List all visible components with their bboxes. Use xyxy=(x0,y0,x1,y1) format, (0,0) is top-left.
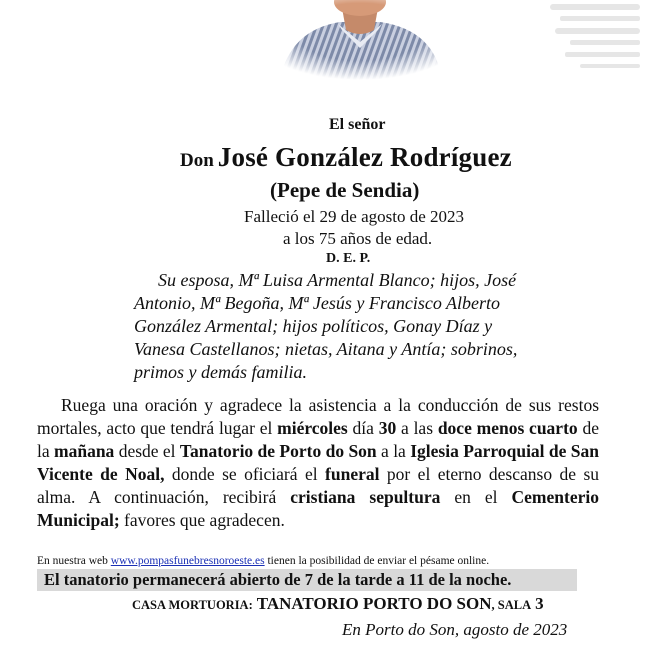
rogation-text: donde se oficiará el xyxy=(164,464,326,484)
rogation-text: a las xyxy=(396,418,438,438)
rogation-day-number: 30 xyxy=(378,418,397,438)
family-line: Antonio, Mª Begoña, Mª Jesús y Francisco Alberto xyxy=(134,293,501,313)
rogation-day-name: miércoles xyxy=(277,418,348,438)
intro-text: El señor xyxy=(329,116,386,133)
death-date: Falleció el 29 de agosto de 2023 xyxy=(244,207,465,226)
rogation-period: mañana xyxy=(54,441,115,461)
family-line: Vanesa Castellanos; nietas, Aitana y Antía; sobrinos, xyxy=(134,339,518,359)
deceased-name: José González Rodríguez xyxy=(217,142,512,172)
funeral-home-line xyxy=(132,594,544,614)
rogation-burial: cristiana sepultura xyxy=(290,487,441,507)
website-link[interactable]: www.pompasfunebresnoroeste.es xyxy=(110,555,265,567)
rogation-text: por el eterno descanso de su alma. A continuación, recibirá xyxy=(37,464,600,507)
rogation-text: Ruega una oración y agradece la asistencia a la conducción de sus restos mortales, acto que tendrá lugar el xyxy=(37,395,599,438)
rip-text: D. E. P. xyxy=(326,251,371,266)
deceased-photo xyxy=(270,0,450,80)
family-line: González Armental; hijos políticos, Gonay Díaz y xyxy=(134,316,493,336)
title-prefix: Don xyxy=(180,150,214,171)
funeral-home-name: TANATORIO PORTO DO SON xyxy=(256,594,492,613)
family-line: primos y demás familia. xyxy=(134,362,307,382)
deceased-name-line xyxy=(180,142,512,173)
rogation-text: en el xyxy=(440,487,512,507)
opening-hours: El tanatorio permanecerá abierto de 7 de la tarde a 11 de la noche. xyxy=(44,570,512,589)
rogation-church: Iglesia Parroquial de San Vicente de Noal, xyxy=(37,441,600,484)
deceased-portrait-icon xyxy=(270,0,450,80)
rogation-text: desde el xyxy=(114,441,180,461)
nickname: (Pepe de Sendia) xyxy=(270,178,420,202)
web-prefix: En nuestra web xyxy=(37,555,111,567)
rogation-cemetery: Cementerio Municipal; xyxy=(37,487,599,530)
rogation-text: a la xyxy=(376,441,411,461)
family-paragraph xyxy=(134,269,599,384)
rogation-funeral: funeral xyxy=(325,464,380,484)
family-line: Su esposa, Mª Luisa Armental Blanco; hijos, José xyxy=(158,270,517,290)
room-number: 3 xyxy=(535,594,544,613)
web-condolence-note xyxy=(37,555,489,567)
place-and-date: En Porto do Son, agosto de 2023 xyxy=(342,620,568,639)
rogation-origin: Tanatorio de Porto do Son xyxy=(179,441,377,461)
room-label: , SALA xyxy=(491,598,532,612)
rogation-time: doce menos cuarto xyxy=(437,418,578,438)
rogation-text: de la xyxy=(37,418,599,461)
funeral-home-label: CASA MORTUORIA: xyxy=(132,598,253,612)
rogation-text: favores que agradecen. xyxy=(119,510,285,530)
rogation-paragraph xyxy=(37,394,599,532)
background-texture xyxy=(530,0,650,90)
age-text: a los 75 años de edad. xyxy=(283,229,433,248)
web-suffix: tienen la posibilidad de enviar el pésame online. xyxy=(264,555,490,567)
rogation-text: día xyxy=(347,418,379,438)
